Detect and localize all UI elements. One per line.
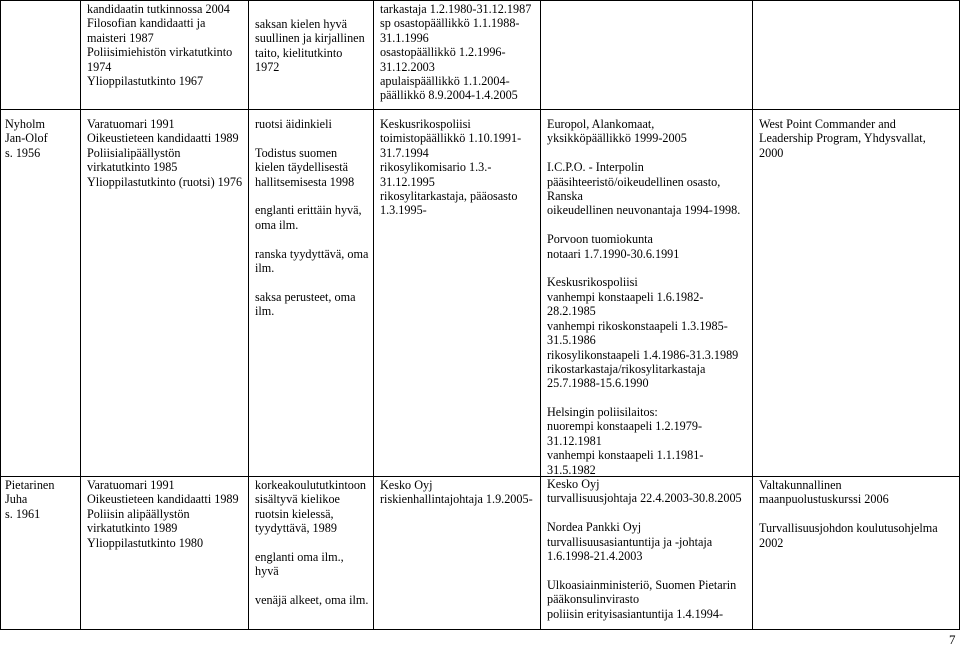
col-divider-2 — [80, 0, 81, 630]
row1-other-training: West Point Commander and Leadership Program, Yhdysvallat, 2000 — [759, 117, 926, 160]
row0-current-employer: tarkastaja 1.2.1980-31.12.1987 sp osastopäällikkö 1.1.1988- 31.1.1996 osastopäällikkö 1.2.1996- 31.12.2003 apulaispäällikkö 1.1.2004- päällikkö 8.9.2004-1.4.2005 — [380, 2, 532, 103]
row-divider-2 — [0, 476, 960, 477]
row2-education: Varatuomari 1991 Oikeustieteen kandidaatti 1989 Poliisin alipäällystön virkatutkinto 1989 Ylioppilastutkinto 1980 — [87, 478, 239, 550]
col-divider-1 — [0, 0, 1, 630]
row-divider-top — [0, 0, 960, 1]
col-divider-4 — [373, 0, 374, 630]
col-divider-5 — [540, 0, 541, 630]
row0-education: kandidaatin tutkinnossa 2004 Filosofian kandidaatti ja maisteri 1987 Poliisimiehistön virkatutkinto 1974 Ylioppilastutkinto 1967 — [87, 2, 233, 89]
col-divider-6 — [752, 0, 753, 630]
row1-education: Varatuomari 1991 Oikeustieteen kandidaatti 1989 Poliisialipäällystön virkatutkinto 1985 Ylioppilastutkinto (ruotsi) 1976 — [87, 117, 243, 189]
page-number: 7 — [949, 632, 956, 647]
row-divider-bottom — [0, 629, 960, 630]
row1-current-employer: Keskusrikospoliisi toimistopäällikkö 1.10.1991- 31.7.1994 rikosylikomisario 1.3.- 31.12.1995 rikosylitarkastaja, pääosasto 1.3.1995- — [380, 117, 522, 218]
row2-current-employer: Kesko Oyj riskienhallintajohtaja 1.9.2005- — [380, 478, 533, 507]
row2-previous-employment: Helsingin poliisilaitos: nuorempi konstaapeli 1.2.1979- 31.12.1981 vanhempi konstaapeli 1.1.1981- 31.5.1982 Kesko Oyj turvallisuusjohtaja 22.4.2003-30.8.2005 Nordea Pankki Oyj turvallisuusasiantuntija ja -johtaja 1.6.1998-21.4.2003 Ulkoasiainministeriö, Suomen Pietarin pääkonsulinvirasto poliisin erityisasiantuntija 1.4.1994- — [547, 405, 742, 621]
row2-name: Pietarinen Juha s. 1961 — [5, 478, 55, 521]
row1-languages: ruotsi äidinkieli Todistus suomen kielen täydellisestä hallitsemisesta 1998 englanti erittäin hyvä, oma ilm. ranska tyydyttävä, oma ilm. saksa perusteet, oma ilm. — [255, 117, 369, 319]
row-divider-1 — [0, 109, 960, 110]
row0-languages: saksan kielen hyvä suullinen ja kirjallinen taito, kielitutkinto 1972 — [255, 17, 365, 75]
col-divider-3 — [248, 0, 249, 630]
row2-languages: korkeakoulututkintoon sisältyvä kielikoe ruotsin kielessä, tyydyttävä, 1989 englanti oma ilm., hyvä venäjä alkeet, oma ilm. — [255, 478, 369, 608]
row1-name: Nyholm Jan-Olof s. 1956 — [5, 117, 48, 160]
row1-previous-employment: Europol, Alankomaat, yksikköpäällikkö 1999-2005 I.C.P.O. - Interpolin pääsihteeristö/oikeudellinen osasto, Ranska oikeudellinen neuvonantaja 1994-1998. Porvoon tuomiokunta notaari 1.7.1990-30.6.1991 Keskusrikospoliisi vanhempi konstaapeli 1.6.1982- 28.2.1985 vanhempi rikoskonstaapeli 1.3.1985- 31.5.1986 rikosylikonstaapeli 1.4.1986-31.3.1989 rikostarkastaja/rikosylitarkastaja 25.7.1988-15.6.1990 — [547, 117, 741, 391]
row2-other-training: Valtakunnallinen maanpuolustuskurssi 2006 Turvallisuusjohdon koulutusohjelma 2002 — [759, 478, 938, 550]
